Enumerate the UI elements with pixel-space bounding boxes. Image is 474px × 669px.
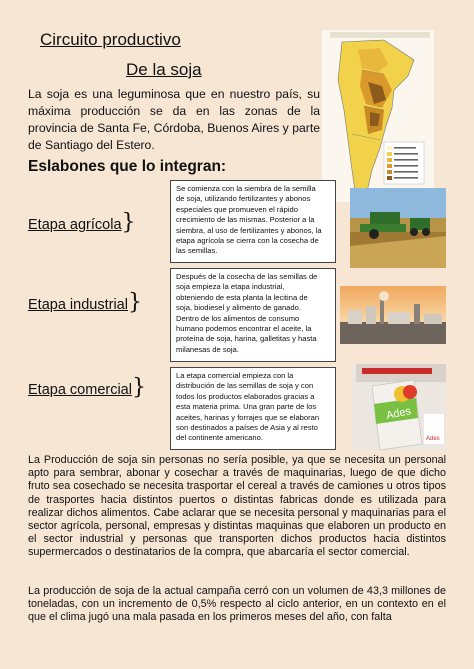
text-line: distribución de las semillas de soja y con [176, 381, 314, 391]
text-line: proteína de soja, harina, galletitas y hasta [176, 334, 317, 344]
text-line: soja, biodiesel y alimento de ganado. [176, 303, 301, 313]
soy-production-map [322, 30, 434, 202]
text-line: obteniendo de esta planta la lecitina de [176, 292, 308, 302]
stage-label: Etapa comercial [28, 382, 132, 398]
eslabones-heading: Eslabones que lo integran: [28, 158, 227, 175]
body-paragraph-1: La Producción de soja sin personas no sería posible, ya que se necesita un personal apto para sembrar, abonar y cosechar a través de maquinarias, luego de que dicho fruto sea cosechado se necesita trasportar el cereal a través de camiones u otros tipos de trasportes hacia distintos puertos o distintas fabricas donde es utilizada para realizar dichos alimentos. Cabe aclarar que se necesita personal y maquinarias para el sector agrícola, personal, empresas y distintas maquinas que elaboren un producto en el sector industrial y personas que transporten dichos productos hacia distintos supermercados o destinatarios de la compra, que abarcaría el sector comercial. [28, 454, 446, 559]
text-line: aceites, harinas y forrajes que se elaboran [176, 412, 320, 422]
svg-text:Ades: Ades [426, 436, 440, 442]
factory-photo [340, 286, 446, 344]
brace-icon: } [121, 210, 136, 235]
text-line: especiales que promueven el rápido [176, 204, 299, 214]
title-line-2: De la soja [126, 60, 202, 79]
text-line: Dentro de los alimentos de consumo [176, 313, 300, 323]
stage-label: Etapa agrícola [28, 217, 122, 233]
brace-icon: } [127, 290, 142, 315]
stage-agricola-description [170, 180, 336, 263]
body-paragraph-2: La producción de soja de la actual campaña cerró con un volumen de 43,3 millones de toneladas, con un incremento de 0,5% respecto al ciclo anterior, en un contexto en el que el clima jugó una mala pasada en los primeros meses del año, con falta [28, 585, 446, 624]
drink-carton-icon [352, 364, 446, 450]
text-line: La etapa comercial empieza con la [176, 371, 294, 380]
stage-comercial-description [170, 367, 336, 450]
harvester-photo [350, 188, 446, 268]
title-line-1: Circuito productivo [40, 30, 181, 49]
stage-industrial-description [170, 268, 336, 362]
text-line: siembra, al uso de fertilizantes y abonos, la [176, 225, 322, 235]
text-line: del continente americano. [176, 433, 263, 443]
harvester-icon [350, 188, 446, 268]
text-line: soja empieza la etapa industrial, [176, 282, 285, 292]
text-line: milanesas de soja. [176, 344, 239, 354]
text-line: todos los productos elaborados gracias a [176, 391, 315, 401]
text-line: crecimiento de las mismas. Posterior a la [176, 215, 315, 225]
brace-icon: } [131, 375, 146, 400]
brand-text: Ades [385, 405, 413, 423]
intro-paragraph: La soja es una leguminosa que en nuestro país, su máxima producción se da en las zonas de la provincia de Santa Fe, Córdoba, Buenos Aires y parte de Santiago del Estero. [28, 87, 320, 152]
stage-label: Etapa industrial [28, 297, 128, 313]
map-icon [322, 30, 434, 202]
text-line: las semillas. [176, 246, 218, 256]
text-line: Después de la cosecha de las semillas de [176, 272, 318, 281]
text-line: esta materia prima. Una gran parte de los [176, 402, 317, 412]
soy-drink-photo [352, 364, 446, 450]
stage-comercial [28, 377, 146, 399]
text-line: de soja, utilizando fertilizantes y abonos [176, 194, 311, 204]
text-line: son destinados a países de Asia y al resto [176, 423, 318, 433]
text-line: Se comienza con la siembra de la semilla [176, 184, 316, 193]
factory-icon [340, 286, 446, 344]
text-line: etapa agrícola se cierra con la cosecha de [176, 236, 319, 246]
stage-industrial [28, 292, 142, 314]
text-line: humano podemos encontrar el aceite, la [176, 324, 312, 334]
stage-agricola [28, 212, 136, 234]
